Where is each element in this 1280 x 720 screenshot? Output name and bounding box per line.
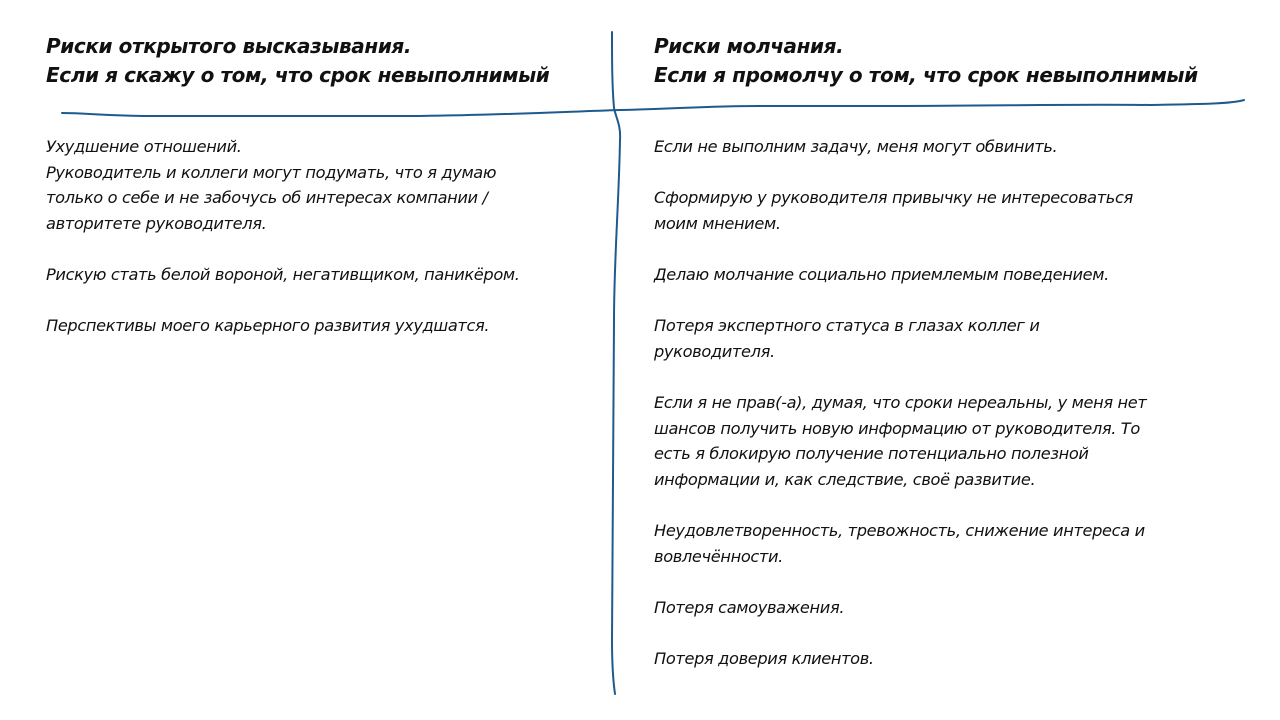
list-item: [654, 134, 1244, 160]
list-item-text: Потеря экспертного статуса в глазах коллег и: [654, 316, 1040, 336]
list-item: [654, 313, 1244, 364]
right-column-heading: [654, 32, 1198, 90]
list-item: [46, 134, 606, 160]
list-item-text: вовлечённости.: [654, 546, 783, 566]
left-column-heading: [46, 32, 549, 90]
list-item-text: Потеря доверия клиентов.: [654, 648, 874, 668]
list-item: [654, 518, 1244, 569]
list-item: [46, 262, 606, 288]
list-item-text: информации и, как следствие, своё развитие.: [654, 469, 1036, 489]
list-item-text: есть я блокирую получение потенциально полезной: [654, 444, 1089, 464]
left-heading-line-2: Если я скажу о том, что срок невыполнимый: [46, 63, 550, 87]
risks-of-silence-list: [654, 134, 1244, 697]
list-item-text: Сформирую у руководителя привычку не интересоваться: [654, 188, 1133, 208]
list-item-text: моим мнением.: [654, 213, 781, 233]
list-item: [654, 185, 1244, 236]
right-heading-line-2: Если я промолчу о том, что срок невыполнимый: [654, 63, 1198, 87]
list-item: [654, 262, 1244, 288]
list-item-text: только о себе и не забочусь об интересах компании /: [46, 188, 488, 208]
list-item: [654, 646, 1244, 672]
list-item: [654, 595, 1244, 621]
left-heading-line-1: Риски открытого высказывания.: [46, 34, 412, 58]
list-item: [46, 313, 606, 339]
list-item-text: авторитете руководителя.: [46, 213, 267, 233]
list-item-text: Ухудшение отношений.: [46, 137, 242, 156]
risks-of-speaking-list: [46, 134, 606, 364]
list-item-text: Неудовлетворенность, тревожность, снижение интереса и: [654, 520, 1145, 540]
list-item-text: Если не выполним задачу, меня могут обвинить.: [654, 137, 1058, 156]
list-item-text: Руководитель и коллеги могут подумать, что я думаю: [46, 162, 497, 182]
list-item-text: руководителя.: [654, 341, 775, 361]
right-heading-line-1: Риски молчания.: [654, 34, 844, 58]
list-item-text: Перспективы моего карьерного развития ухудшатся.: [46, 316, 490, 336]
list-item: [46, 160, 606, 237]
horizontal-divider-line: [62, 100, 1244, 116]
vertical-divider-line: [612, 32, 620, 694]
list-item-text: шансов получить новую информацию от руководителя. То: [654, 418, 1140, 438]
list-item: [654, 390, 1244, 492]
list-item-text: Потеря самоуважения.: [654, 597, 845, 617]
list-item-text: Делаю молчание социально приемлемым поведением.: [654, 264, 1109, 284]
list-item-text: Если я не прав(-а), думая, что сроки нереальны, у меня нет: [654, 392, 1147, 412]
list-item-text: Рискую стать белой вороной, негативщиком, паникёром.: [46, 264, 520, 284]
